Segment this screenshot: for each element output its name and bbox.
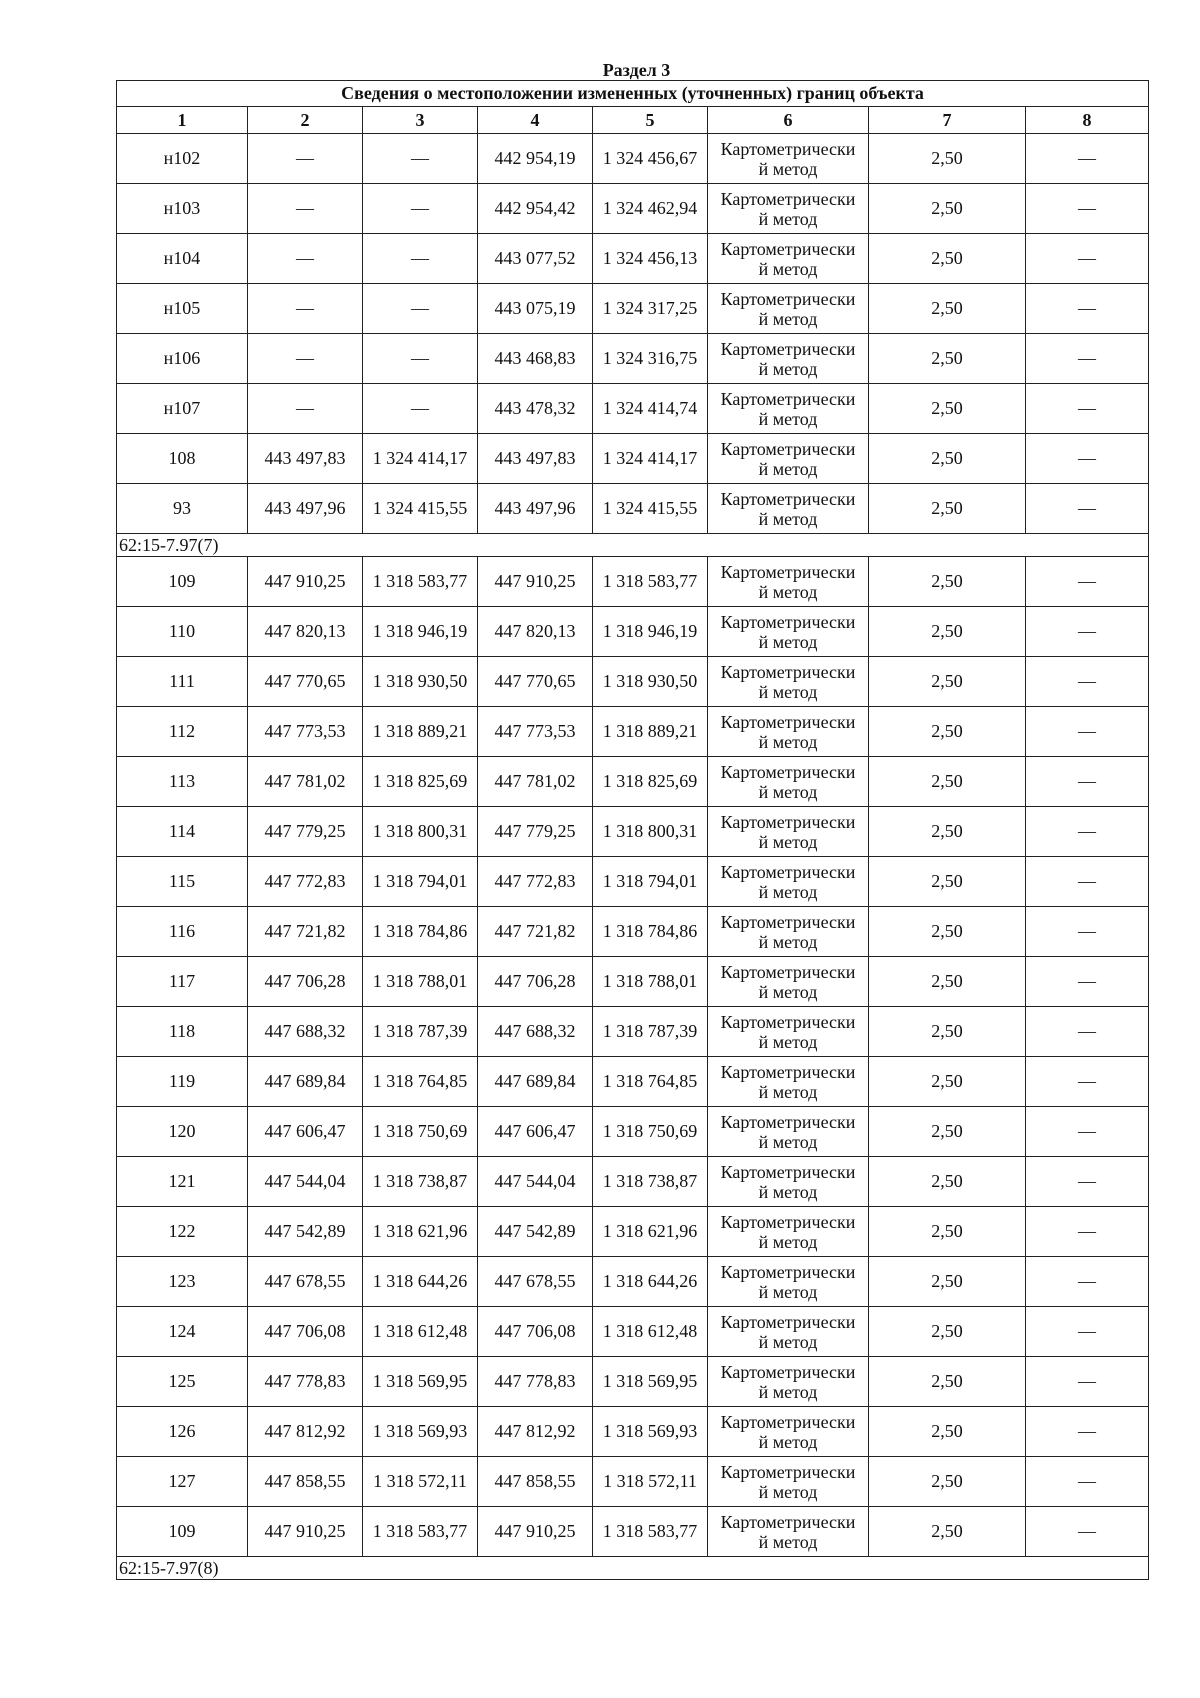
description-cell: — <box>1026 434 1149 484</box>
point-number-cell: 117 <box>117 957 248 1007</box>
new-x-cell: 447 678,55 <box>478 1257 593 1307</box>
old-y-cell: 1 318 583,77 <box>363 557 478 607</box>
point-number-cell: 109 <box>117 1507 248 1557</box>
new-x-cell: 443 497,83 <box>478 434 593 484</box>
description-cell: — <box>1026 1107 1149 1157</box>
new-x-cell: 447 778,83 <box>478 1357 593 1407</box>
description-cell: — <box>1026 607 1149 657</box>
old-y-cell: — <box>363 134 478 184</box>
accuracy-cell: 2,50 <box>869 957 1026 1007</box>
table-row <box>117 234 1149 284</box>
new-y-cell: 1 324 456,13 <box>593 234 708 284</box>
new-x-cell: 447 689,84 <box>478 1057 593 1107</box>
new-y-cell: 1 324 316,75 <box>593 334 708 384</box>
old-x-cell: 447 820,13 <box>248 607 363 657</box>
new-y-cell: 1 324 414,17 <box>593 434 708 484</box>
description-cell: — <box>1026 1457 1149 1507</box>
accuracy-cell: 2,50 <box>869 1157 1026 1207</box>
accuracy-cell: 2,50 <box>869 907 1026 957</box>
old-x-cell: — <box>248 134 363 184</box>
table-row <box>117 707 1149 757</box>
accuracy-cell: 2,50 <box>869 557 1026 607</box>
new-x-cell: 447 772,83 <box>478 857 593 907</box>
table-row <box>117 557 1149 607</box>
point-number-cell: н104 <box>117 234 248 284</box>
old-y-cell: 1 318 569,95 <box>363 1357 478 1407</box>
new-y-cell: 1 318 738,87 <box>593 1157 708 1207</box>
point-number-cell: 123 <box>117 1257 248 1307</box>
method-cell: Картометрически й метод <box>708 657 869 707</box>
table-row <box>117 607 1149 657</box>
old-x-cell: 447 706,08 <box>248 1307 363 1357</box>
table-row <box>117 1457 1149 1507</box>
accuracy-cell: 2,50 <box>869 857 1026 907</box>
method-cell: Картометрически й метод <box>708 484 869 534</box>
new-y-cell: 1 324 415,55 <box>593 484 708 534</box>
point-number-cell: 114 <box>117 807 248 857</box>
accuracy-cell: 2,50 <box>869 1057 1026 1107</box>
description-cell: — <box>1026 707 1149 757</box>
old-y-cell: 1 318 612,48 <box>363 1307 478 1357</box>
method-cell: Картометрически й метод <box>708 1107 869 1157</box>
new-x-cell: 447 688,32 <box>478 1007 593 1057</box>
accuracy-cell: 2,50 <box>869 1007 1026 1057</box>
table-row <box>117 134 1149 184</box>
new-x-cell: 447 773,53 <box>478 707 593 757</box>
table-row <box>117 657 1149 707</box>
point-number-cell: 125 <box>117 1357 248 1407</box>
point-number-cell: 127 <box>117 1457 248 1507</box>
old-y-cell: 1 318 572,11 <box>363 1457 478 1507</box>
new-y-cell: 1 324 456,67 <box>593 134 708 184</box>
new-y-cell: 1 324 462,94 <box>593 184 708 234</box>
column-number: 5 <box>593 107 708 134</box>
description-cell: — <box>1026 957 1149 1007</box>
old-x-cell: 447 706,28 <box>248 957 363 1007</box>
new-y-cell: 1 318 750,69 <box>593 1107 708 1157</box>
old-x-cell: 443 497,83 <box>248 434 363 484</box>
table-row <box>117 757 1149 807</box>
description-cell: — <box>1026 1307 1149 1357</box>
old-y-cell: 1 318 569,93 <box>363 1407 478 1457</box>
old-y-cell: 1 318 794,01 <box>363 857 478 907</box>
old-x-cell: 447 542,89 <box>248 1207 363 1257</box>
old-x-cell: 447 689,84 <box>248 1057 363 1107</box>
new-y-cell: 1 318 794,01 <box>593 857 708 907</box>
accuracy-cell: 2,50 <box>869 707 1026 757</box>
old-y-cell: — <box>363 184 478 234</box>
method-cell: Картометрически й метод <box>708 1307 869 1357</box>
point-number-cell: 108 <box>117 434 248 484</box>
group-row <box>117 534 1149 557</box>
new-x-cell: 443 468,83 <box>478 334 593 384</box>
method-cell: Картометрически й метод <box>708 957 869 1007</box>
description-cell: — <box>1026 234 1149 284</box>
description-cell: — <box>1026 1207 1149 1257</box>
group-row <box>117 1557 1149 1580</box>
accuracy-cell: 2,50 <box>869 607 1026 657</box>
new-x-cell: 447 542,89 <box>478 1207 593 1257</box>
old-x-cell: 447 606,47 <box>248 1107 363 1157</box>
table-row <box>117 384 1149 434</box>
old-x-cell: — <box>248 184 363 234</box>
table-row <box>117 1357 1149 1407</box>
old-y-cell: 1 324 415,55 <box>363 484 478 534</box>
new-y-cell: 1 318 787,39 <box>593 1007 708 1057</box>
method-cell: Картометрически й метод <box>708 234 869 284</box>
old-x-cell: — <box>248 234 363 284</box>
old-y-cell: 1 318 930,50 <box>363 657 478 707</box>
method-cell: Картометрически й метод <box>708 807 869 857</box>
new-y-cell: 1 318 621,96 <box>593 1207 708 1257</box>
description-cell: — <box>1026 1407 1149 1457</box>
new-y-cell: 1 318 583,77 <box>593 557 708 607</box>
column-number: 4 <box>478 107 593 134</box>
old-y-cell: 1 318 750,69 <box>363 1107 478 1157</box>
table-caption: Сведения о местоположении измененных (уточненных) границ объекта <box>117 81 1149 107</box>
group-label: 62:15-7.97(7) <box>117 534 1149 557</box>
old-x-cell: 447 778,83 <box>248 1357 363 1407</box>
point-number-cell: 126 <box>117 1407 248 1457</box>
point-number-cell: 118 <box>117 1007 248 1057</box>
old-x-cell: 447 721,82 <box>248 907 363 957</box>
new-x-cell: 447 820,13 <box>478 607 593 657</box>
accuracy-cell: 2,50 <box>869 1357 1026 1407</box>
new-y-cell: 1 318 644,26 <box>593 1257 708 1307</box>
method-cell: Картометрически й метод <box>708 607 869 657</box>
point-number-cell: 111 <box>117 657 248 707</box>
description-cell: — <box>1026 334 1149 384</box>
point-number-cell: 124 <box>117 1307 248 1357</box>
table-row <box>117 1157 1149 1207</box>
new-x-cell: 443 478,32 <box>478 384 593 434</box>
accuracy-cell: 2,50 <box>869 807 1026 857</box>
new-y-cell: 1 318 788,01 <box>593 957 708 1007</box>
method-cell: Картометрически й метод <box>708 1057 869 1107</box>
method-cell: Картометрически й метод <box>708 384 869 434</box>
table-row <box>117 807 1149 857</box>
method-cell: Картометрически й метод <box>708 907 869 957</box>
new-x-cell: 447 910,25 <box>478 557 593 607</box>
table-row <box>117 907 1149 957</box>
new-y-cell: 1 318 764,85 <box>593 1057 708 1107</box>
new-x-cell: 447 770,65 <box>478 657 593 707</box>
old-x-cell: 447 678,55 <box>248 1257 363 1307</box>
new-y-cell: 1 318 889,21 <box>593 707 708 757</box>
accuracy-cell: 2,50 <box>869 134 1026 184</box>
point-number-cell: н107 <box>117 384 248 434</box>
description-cell: — <box>1026 1507 1149 1557</box>
old-y-cell: — <box>363 334 478 384</box>
point-number-cell: 110 <box>117 607 248 657</box>
old-x-cell: — <box>248 334 363 384</box>
accuracy-cell: 2,50 <box>869 657 1026 707</box>
method-cell: Картометрически й метод <box>708 1507 869 1557</box>
old-x-cell: 447 858,55 <box>248 1457 363 1507</box>
new-y-cell: 1 318 569,95 <box>593 1357 708 1407</box>
accuracy-cell: 2,50 <box>869 434 1026 484</box>
point-number-cell: 116 <box>117 907 248 957</box>
method-cell: Картометрически й метод <box>708 1007 869 1057</box>
description-cell: — <box>1026 857 1149 907</box>
new-x-cell: 447 606,47 <box>478 1107 593 1157</box>
method-cell: Картометрически й метод <box>708 434 869 484</box>
new-x-cell: 447 910,25 <box>478 1507 593 1557</box>
description-cell: — <box>1026 657 1149 707</box>
description-cell: — <box>1026 484 1149 534</box>
new-x-cell: 442 954,42 <box>478 184 593 234</box>
old-y-cell: 1 318 788,01 <box>363 957 478 1007</box>
point-number-cell: 120 <box>117 1107 248 1157</box>
description-cell: — <box>1026 557 1149 607</box>
column-number: 1 <box>117 107 248 134</box>
coordinates-table <box>116 80 1149 1580</box>
table-row <box>117 1307 1149 1357</box>
old-y-cell: 1 318 800,31 <box>363 807 478 857</box>
group-label: 62:15-7.97(8) <box>117 1557 1149 1580</box>
old-y-cell: 1 318 644,26 <box>363 1257 478 1307</box>
new-x-cell: 443 497,96 <box>478 484 593 534</box>
table-row <box>117 1257 1149 1307</box>
description-cell: — <box>1026 1357 1149 1407</box>
accuracy-cell: 2,50 <box>869 484 1026 534</box>
new-y-cell: 1 318 612,48 <box>593 1307 708 1357</box>
method-cell: Картометрически й метод <box>708 1207 869 1257</box>
point-number-cell: 119 <box>117 1057 248 1107</box>
table-row <box>117 284 1149 334</box>
accuracy-cell: 2,50 <box>869 284 1026 334</box>
description-cell: — <box>1026 1257 1149 1307</box>
new-x-cell: 447 812,92 <box>478 1407 593 1457</box>
table-row <box>117 1057 1149 1107</box>
table-caption-row <box>117 81 1149 107</box>
old-x-cell: 447 910,25 <box>248 1507 363 1557</box>
table-row <box>117 1407 1149 1457</box>
new-y-cell: 1 318 572,11 <box>593 1457 708 1507</box>
column-number: 3 <box>363 107 478 134</box>
old-x-cell: 447 812,92 <box>248 1407 363 1457</box>
accuracy-cell: 2,50 <box>869 757 1026 807</box>
description-cell: — <box>1026 284 1149 334</box>
old-y-cell: 1 318 787,39 <box>363 1007 478 1057</box>
method-cell: Картометрически й метод <box>708 134 869 184</box>
table-body <box>117 81 1149 1580</box>
old-x-cell: — <box>248 384 363 434</box>
column-number-row <box>117 107 1149 134</box>
method-cell: Картометрически й метод <box>708 857 869 907</box>
new-x-cell: 443 075,19 <box>478 284 593 334</box>
old-x-cell: 447 770,65 <box>248 657 363 707</box>
column-number: 7 <box>869 107 1026 134</box>
old-y-cell: — <box>363 284 478 334</box>
old-x-cell: — <box>248 284 363 334</box>
column-number: 2 <box>248 107 363 134</box>
point-number-cell: 122 <box>117 1207 248 1257</box>
new-x-cell: 442 954,19 <box>478 134 593 184</box>
accuracy-cell: 2,50 <box>869 1307 1026 1357</box>
old-y-cell: 1 318 825,69 <box>363 757 478 807</box>
old-x-cell: 443 497,96 <box>248 484 363 534</box>
accuracy-cell: 2,50 <box>869 1207 1026 1257</box>
table-row <box>117 1007 1149 1057</box>
point-number-cell: 112 <box>117 707 248 757</box>
old-x-cell: 447 544,04 <box>248 1157 363 1207</box>
description-cell: — <box>1026 184 1149 234</box>
new-y-cell: 1 318 930,50 <box>593 657 708 707</box>
old-x-cell: 447 772,83 <box>248 857 363 907</box>
old-y-cell: 1 318 738,87 <box>363 1157 478 1207</box>
column-number: 8 <box>1026 107 1149 134</box>
description-cell: — <box>1026 907 1149 957</box>
description-cell: — <box>1026 134 1149 184</box>
description-cell: — <box>1026 1157 1149 1207</box>
point-number-cell: н102 <box>117 134 248 184</box>
new-y-cell: 1 318 583,77 <box>593 1507 708 1557</box>
point-number-cell: н103 <box>117 184 248 234</box>
new-x-cell: 443 077,52 <box>478 234 593 284</box>
point-number-cell: 93 <box>117 484 248 534</box>
new-y-cell: 1 318 800,31 <box>593 807 708 857</box>
new-x-cell: 447 721,82 <box>478 907 593 957</box>
new-y-cell: 1 318 569,93 <box>593 1407 708 1457</box>
new-y-cell: 1 324 317,25 <box>593 284 708 334</box>
table-row <box>117 334 1149 384</box>
accuracy-cell: 2,50 <box>869 1407 1026 1457</box>
old-x-cell: 447 779,25 <box>248 807 363 857</box>
old-x-cell: 447 781,02 <box>248 757 363 807</box>
accuracy-cell: 2,50 <box>869 1257 1026 1307</box>
new-y-cell: 1 318 825,69 <box>593 757 708 807</box>
old-y-cell: 1 318 784,86 <box>363 907 478 957</box>
method-cell: Картометрически й метод <box>708 1257 869 1307</box>
point-number-cell: н105 <box>117 284 248 334</box>
point-number-cell: 109 <box>117 557 248 607</box>
accuracy-cell: 2,50 <box>869 1107 1026 1157</box>
new-x-cell: 447 706,08 <box>478 1307 593 1357</box>
method-cell: Картометрически й метод <box>708 284 869 334</box>
method-cell: Картометрически й метод <box>708 334 869 384</box>
old-x-cell: 447 688,32 <box>248 1007 363 1057</box>
table-row <box>117 1107 1149 1157</box>
new-x-cell: 447 779,25 <box>478 807 593 857</box>
new-x-cell: 447 781,02 <box>478 757 593 807</box>
table-row <box>117 857 1149 907</box>
point-number-cell: н106 <box>117 334 248 384</box>
point-number-cell: 121 <box>117 1157 248 1207</box>
table-row <box>117 1207 1149 1257</box>
old-y-cell: 1 318 889,21 <box>363 707 478 757</box>
new-x-cell: 447 544,04 <box>478 1157 593 1207</box>
old-y-cell: 1 318 621,96 <box>363 1207 478 1257</box>
method-cell: Картометрически й метод <box>708 757 869 807</box>
accuracy-cell: 2,50 <box>869 234 1026 284</box>
method-cell: Картометрически й метод <box>708 707 869 757</box>
accuracy-cell: 2,50 <box>869 1507 1026 1557</box>
method-cell: Картометрически й метод <box>708 1457 869 1507</box>
accuracy-cell: 2,50 <box>869 184 1026 234</box>
old-y-cell: 1 318 764,85 <box>363 1057 478 1107</box>
description-cell: — <box>1026 384 1149 434</box>
description-cell: — <box>1026 757 1149 807</box>
old-y-cell: 1 318 583,77 <box>363 1507 478 1557</box>
table-row <box>117 184 1149 234</box>
method-cell: Картометрически й метод <box>708 184 869 234</box>
point-number-cell: 115 <box>117 857 248 907</box>
section-title: Раздел 3 <box>602 60 671 80</box>
new-y-cell: 1 318 946,19 <box>593 607 708 657</box>
old-y-cell: — <box>363 234 478 284</box>
old-y-cell: 1 318 946,19 <box>363 607 478 657</box>
table-row <box>117 1507 1149 1557</box>
table-row <box>117 957 1149 1007</box>
method-cell: Картометрически й метод <box>708 557 869 607</box>
new-x-cell: 447 858,55 <box>478 1457 593 1507</box>
new-x-cell: 447 706,28 <box>478 957 593 1007</box>
accuracy-cell: 2,50 <box>869 1457 1026 1507</box>
table-row <box>117 434 1149 484</box>
description-cell: — <box>1026 807 1149 857</box>
old-y-cell: 1 324 414,17 <box>363 434 478 484</box>
description-cell: — <box>1026 1007 1149 1057</box>
old-x-cell: 447 910,25 <box>248 557 363 607</box>
new-y-cell: 1 324 414,74 <box>593 384 708 434</box>
old-y-cell: — <box>363 384 478 434</box>
method-cell: Картометрически й метод <box>708 1407 869 1457</box>
accuracy-cell: 2,50 <box>869 384 1026 434</box>
point-number-cell: 113 <box>117 757 248 807</box>
old-x-cell: 447 773,53 <box>248 707 363 757</box>
column-number: 6 <box>708 107 869 134</box>
method-cell: Картометрически й метод <box>708 1357 869 1407</box>
method-cell: Картометрически й метод <box>708 1157 869 1207</box>
accuracy-cell: 2,50 <box>869 334 1026 384</box>
table-row <box>117 484 1149 534</box>
new-y-cell: 1 318 784,86 <box>593 907 708 957</box>
description-cell: — <box>1026 1057 1149 1107</box>
